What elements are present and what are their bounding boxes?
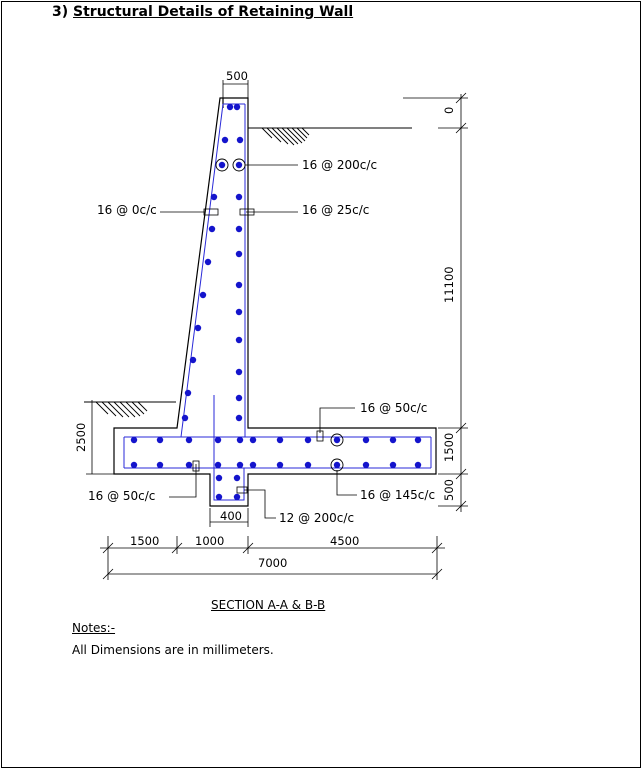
- rebar-dot: [200, 292, 206, 298]
- page-title: Structural Details of Retaining Wall: [73, 4, 354, 20]
- dim-toe: 1500: [130, 534, 160, 548]
- rebar-dot: [236, 251, 242, 257]
- rebar-dot: [190, 357, 196, 363]
- rebar-dot: [219, 162, 225, 168]
- dim-key-width: 400: [220, 509, 242, 523]
- rebar-dot: [236, 395, 242, 401]
- rebar-dot: [131, 462, 137, 468]
- dim-stem-top: 500: [226, 69, 248, 83]
- rebar-dot: [236, 415, 242, 421]
- rebar-dot: [237, 437, 243, 443]
- rebar-dot: [234, 104, 240, 110]
- rebar-dot: [236, 226, 242, 232]
- rebar-dot: [186, 437, 192, 443]
- rebar-dot: [277, 437, 283, 443]
- label-stem-inner-top: 16 @ 200c/c: [302, 158, 378, 172]
- rebar-dot: [415, 462, 421, 468]
- rebar-dot: [237, 137, 243, 143]
- rebar-dot: [215, 462, 221, 468]
- rebar-dot: [334, 462, 340, 468]
- rebar-dot: [222, 137, 228, 143]
- label-shear-key: 12 @ 200c/c: [279, 511, 355, 525]
- rebar-dot: [186, 462, 192, 468]
- rebar-dot: [390, 437, 396, 443]
- rebar-dot: [236, 194, 242, 200]
- concrete-outline: [114, 98, 436, 506]
- rebar-dot: [205, 259, 211, 265]
- rebar-dot: [157, 462, 163, 468]
- label-heel-top: 16 @ 50c/c: [360, 401, 428, 415]
- rebar-dot: [236, 162, 242, 168]
- rebar-dot: [211, 194, 217, 200]
- section-caption: SECTION A-A & B-B: [211, 598, 326, 612]
- dim-base-thickness: 1500: [442, 432, 456, 462]
- rebar-dot: [215, 437, 221, 443]
- stem-outer-bar: [181, 104, 223, 437]
- dimension-lines: [86, 80, 468, 580]
- rebar-dot: [363, 437, 369, 443]
- dim-stem-base: 1000: [195, 534, 225, 548]
- rebar-dot: [209, 226, 215, 232]
- bar-marker: [204, 209, 218, 215]
- rebar-dot: [157, 437, 163, 443]
- dim-toe-fill: 2500: [74, 422, 88, 452]
- rebar-dot: [131, 437, 137, 443]
- rebar-dot: [236, 369, 242, 375]
- label-heel-bottom: 16 @ 145c/c: [360, 488, 436, 502]
- rebar-dot: [236, 337, 242, 343]
- rebar-dot: [305, 462, 311, 468]
- label-stem-inner: 16 @ 25c/c: [302, 203, 370, 217]
- notes-heading: Notes:-: [72, 621, 116, 635]
- rebar-dots: [131, 104, 421, 500]
- rebar-dot: [234, 475, 240, 481]
- rebar-dot: [277, 462, 283, 468]
- rebar-dot: [250, 437, 256, 443]
- label-stem-outer: 16 @ 0c/c: [97, 203, 157, 217]
- wall-outline: [114, 98, 436, 506]
- rebar-dot: [195, 325, 201, 331]
- rebar-dot: [216, 494, 222, 500]
- rebar-dot: [236, 309, 242, 315]
- rebar-dot: [234, 494, 240, 500]
- rebar-dot: [363, 462, 369, 468]
- rebar-dot: [237, 462, 243, 468]
- dim-heel: 4500: [330, 534, 360, 548]
- rebar-dot: [250, 462, 256, 468]
- label-toe-bottom: 16 @ 50c/c: [88, 489, 156, 503]
- rebar-dot: [305, 437, 311, 443]
- heading-number: 3): [52, 4, 69, 20]
- rebar-dot: [182, 415, 188, 421]
- rebar-dot: [227, 104, 233, 110]
- dim-shear-key-depth: 500: [442, 479, 456, 501]
- ground-hatch-toe: [84, 402, 176, 417]
- dim-level-top: 0: [442, 106, 456, 114]
- rebar-dot: [390, 462, 396, 468]
- rebar-dot: [185, 390, 191, 396]
- ground-hatch-backfill: [248, 128, 412, 145]
- dim-total-base: 7000: [258, 556, 288, 570]
- rebar-dot: [236, 282, 242, 288]
- dim-stem-height: 11100: [442, 266, 456, 303]
- rebar-dot: [216, 475, 222, 481]
- notes-body: All Dimensions are in millimeters.: [72, 643, 274, 657]
- rebar-dot: [415, 437, 421, 443]
- rebar-dot: [334, 437, 340, 443]
